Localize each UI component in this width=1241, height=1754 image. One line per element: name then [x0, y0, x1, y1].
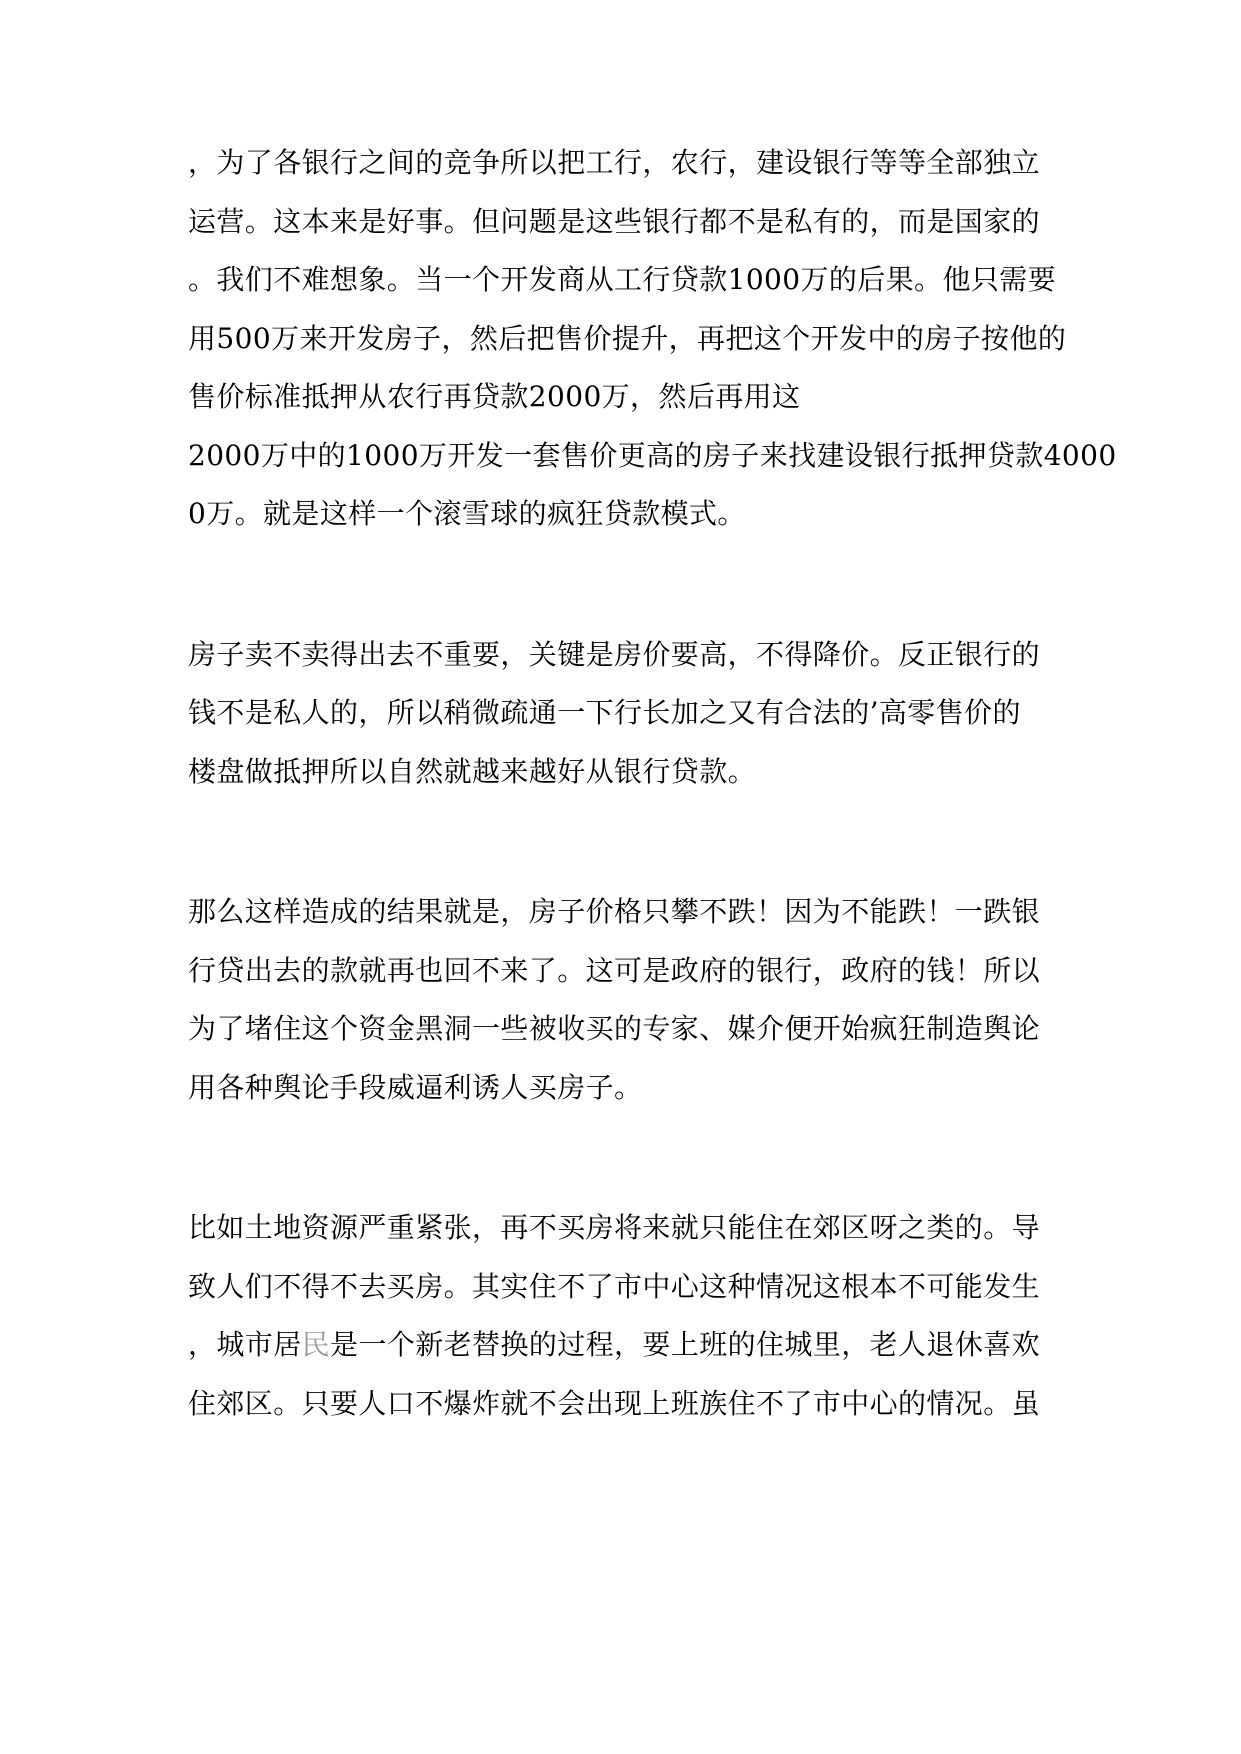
paragraph-3-line-3: 为了堵住这个资金黑洞一些被收买的专家、媒介便开始疯狂制造舆论: [188, 1012, 1041, 1045]
paragraph-1-line-2: 运营。这本来是好事。但问题是这些银行都不是私有的，而是国家的: [188, 205, 1041, 238]
faded-character: 民: [301, 1328, 331, 1361]
paragraph-4-line-3: [188, 1328, 1040, 1362]
paragraph-2-line-1: 房子卖不卖得出去不重要，关键是房价要高，不得降价。反正银行的: [188, 638, 1041, 671]
paragraph-2-line-2: 钱不是私人的，所以稍微疏通一下行长加之又有合法的’高零售价的: [188, 696, 1021, 729]
line-3-text-after: 是一个新老替换的过程，要上班的住城里，老人退休喜欢: [330, 1328, 1041, 1361]
paragraph-4-line-2: 致人们不得不去买房。其实住不了市中心这种情况这根本不可能发生: [188, 1270, 1041, 1303]
paragraph-4-line-4: 住郊区。只要人口不爆炸就不会出现上班族住不了市中心的情况。虽: [188, 1387, 1041, 1420]
paragraph-1-line-6: 2000万中的1000万开发一套售价更高的房子来找建设银行抵押贷款4000: [188, 439, 1117, 472]
paragraph-4-line-1: 比如土地资源严重紧张，再不买房将来就只能住在郊区呀之类的。导: [188, 1211, 1041, 1244]
paragraph-2-line-3: 楼盘做抵押所以自然就越来越好从银行贷款。: [188, 755, 757, 788]
paragraph-1-line-1: ，为了各银行之间的竞争所以把工行，农行，建设银行等等全部独立: [188, 146, 1041, 179]
line-3-text-before: ，城市居: [188, 1328, 302, 1361]
paragraph-3-line-2: 行贷出去的款就再也回不来了。这可是政府的银行，政府的钱！所以: [188, 954, 1041, 987]
paragraph-1-line-3: 。我们不难想象。当一个开发商从工行贷款1000万的后果。他只需要: [188, 263, 1057, 296]
paragraph-3-line-1: 那么这样造成的结果就是，房子价格只攀不跌！因为不能跌！一跌银: [188, 895, 1041, 928]
paragraph-1-line-5: 售价标准抵押从农行再贷款2000万，然后再用这: [188, 380, 801, 413]
paragraph-1-line-4: 用500万来开发房子，然后把售价提升，再把这个开发中的房子按他的: [188, 322, 1067, 355]
paragraph-3-line-4: 用各种舆论手段威逼利诱人买房子。: [188, 1071, 643, 1104]
paragraph-1-line-7: 0万。就是这样一个滚雪球的疯狂贷款模式。: [188, 497, 746, 530]
